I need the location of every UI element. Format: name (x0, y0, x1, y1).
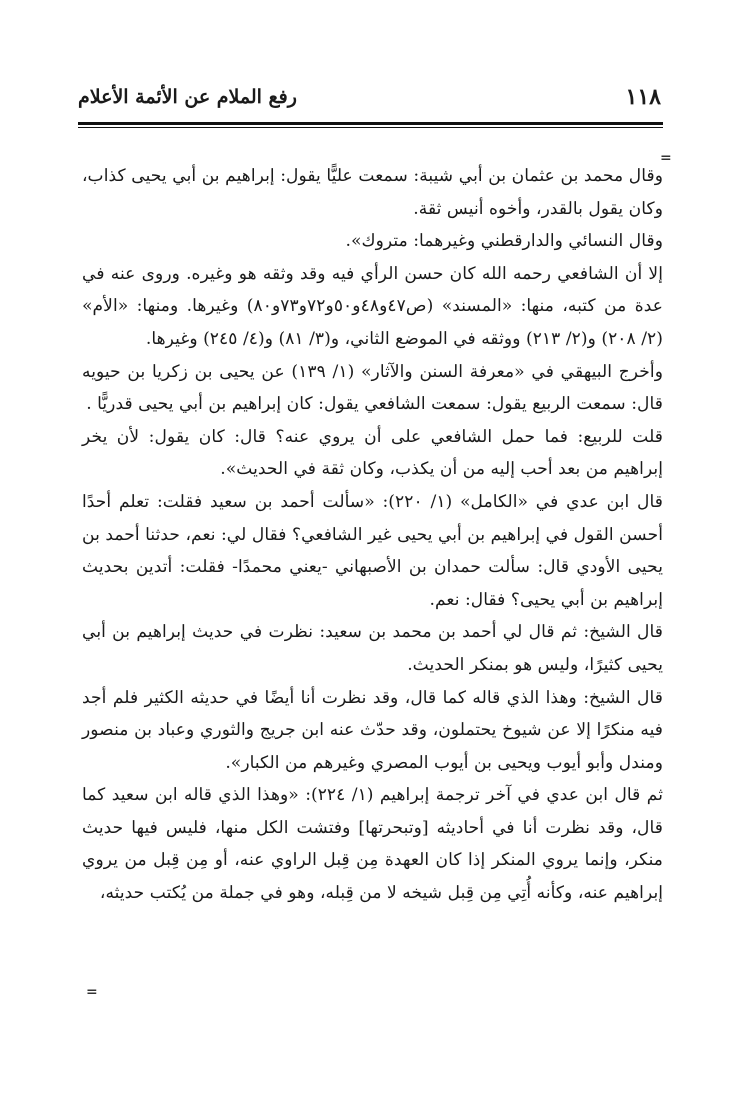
body-text (82, 160, 663, 910)
page-number: ١١٨ (625, 84, 661, 110)
continuation-mark-top: = (660, 150, 672, 166)
paragraph: قال الشيخ: وهذا الذي قاله كما قال، وقد نظرت أنا أيضًا في حديثه الكثير فلم أجد فيه منكرًا إلا عن شيوخ يحتملون، وقد حدّث عنه ابن جريج والثوري وعباد بن منصور ومندل وأبو أيوب ويحيى بن أيوب المصري وغيرهم من الكبار». (82, 687, 663, 773)
header-rule-thin (78, 127, 663, 128)
paragraph: قال الشيخ: ثم قال لي أحمد بن محمد بن سعيد: نظرت في حديث إبراهيم بن أبي يحيى كثيرًا، وليس هو بمنكر الحديث. (82, 622, 663, 675)
paragraph: إلا أن الشافعي رحمه الله كان حسن الرأي فيه وقد وثقه هو وغيره. وروى عنه في عدة من كتبه، منها: «المسند» (ص٤٧و٤٨و٥٠و٧٢و٧٣و٨٠) وغيرها. ومنها: «الأم» (٢/ ٢٠٨) و(٢/ ٢١٣) ووثقه في الموضع الثاني، و(٣/ ٨١) و(٤/ ٢٤٥) وغيرها. (82, 263, 663, 349)
paragraph: قال ابن عدي في «الكامل» (١/ ٢٢٠): «سألت أحمد بن سعيد فقلت: تعلم أحدًا أحسن القول في إبراهيم بن أبي يحيى غير الشافعي؟ فقال لي: نعم، حدثنا أحمد بن يحيى الأودي قال: سألت حمدان بن الأصبهاني -يعني محمدًا- فقلت: أتدين بحديث إبراهيم بن أبي يحيى؟ فقال: نعم. (82, 491, 663, 610)
paragraph: وقال النسائي والدارقطني وغيرهما: متروك». (345, 231, 663, 252)
continuation-mark-bottom: = (86, 984, 98, 1000)
paragraph: ثم قال ابن عدي في آخر ترجمة إبراهيم (١/ ٢٢٤): «وهذا الذي قاله ابن سعيد كما قال، وقد نظرت أنا في أحاديثه [وتبحرتها] وفتشت الكل منها، فليس فيها حديث منكر، وإنما يروي المنكر إذا كان العهدة مِن قِبل الراوي عنه، أو مِن قِبل من يروي إبراهيم عنه، وكأنه أُتِي مِن قِبل شيخه لا من قِبله، وهو في جملة من يُكتب حديثه، (82, 785, 663, 904)
paragraph: وقال محمد بن عثمان بن أبي شيبة: سمعت عليًّا يقول: إبراهيم بن أبي يحيى كذاب، وكان يقول بالقدر، وأخوه أنيس ثقة. (82, 166, 663, 219)
running-header (78, 86, 661, 120)
header-rule-thick (78, 122, 663, 125)
paragraph: وأخرج البيهقي في «معرفة السنن والآثار» (١/ ١٣٩) عن يحيى بن زكريا بن حيويه قال: سمعت الربيع يقول: سمعت الشافعي يقول: كان إبراهيم بن أبي يحيى قدريًّا . (82, 361, 663, 415)
paragraph: قلت للربيع: فما حمل الشافعي على أن يروي عنه؟ قال: كان يقول: لأن يخر إبراهيم من بعد أحب إليه من أن يكذب، وكان ثقة في الحديث». (82, 426, 663, 480)
header-title: رفع الملام عن الأئمة الأعلام (78, 86, 297, 108)
